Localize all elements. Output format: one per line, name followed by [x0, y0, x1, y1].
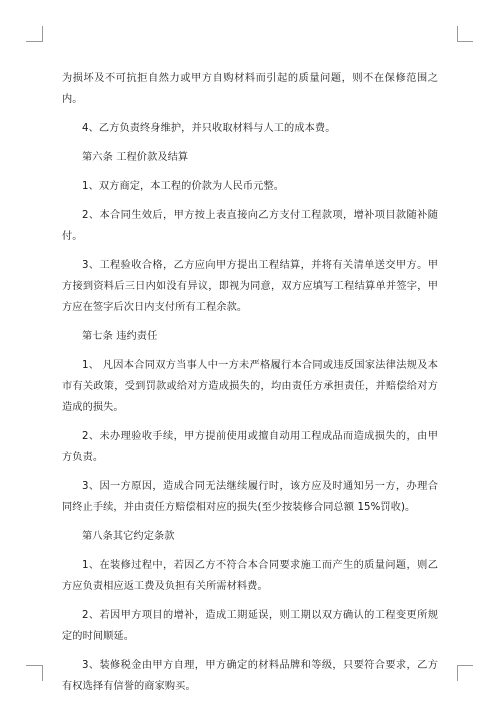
- section-heading-article-7: 第七条 违约责任: [82, 331, 158, 342]
- paragraph-contract-price: 1、双方商定，本工程的价款为人民币元整。: [82, 181, 285, 192]
- crop-mark-top-right-vertical: [457, 26, 458, 42]
- paragraph-termination: 3、因一方原因，造成合同无法继续履行时，该方应及时通知另一方，办理合同终止手续，并由责任方赔偿相对应的损失(至少按装修合同总额 15%罚收)。: [62, 481, 438, 513]
- section-heading-article-8: 第八条其它约定条款: [82, 531, 175, 542]
- document-body: [62, 68, 438, 697]
- crop-mark-bottom-right-vertical: [457, 665, 458, 681]
- paragraph-quality-rework: 1、在装修过程中，若因乙方不符合本合同要求施工而产生的质量问题，则乙方应负责相应返工费及负担有关所需材料费。: [62, 560, 438, 592]
- crop-mark-top-right-horizontal: [457, 41, 473, 42]
- crop-mark-top-left-vertical: [42, 26, 43, 42]
- paragraph-warranty-exclusion: 为损坏及不可抗拒自然力或甲方自购材料而引起的质量问题，则不在保修范围之内。: [62, 73, 438, 105]
- crop-mark-bottom-left-horizontal: [26, 665, 42, 666]
- paragraph-breach-liability: 1、 凡因本合同双方当事人中一方未严格履行本合同或违反国家法律法规及本市有关政策，受到罚款或给对方造成损失的，均由责任方承担责任，并赔偿给对方造成的损失。: [62, 360, 438, 413]
- paragraph-early-use: 2、未办理验收手续，甲方提前使用或擅自动用工程成品而造成损失的，由甲方负责。: [62, 431, 438, 463]
- section-heading-article-6: 第六条 工程价款及结算: [82, 152, 189, 163]
- paragraph-taxes-materials: 3、装修税金由甲方自理，甲方确定的材料品牌和等级，只要符合要求，乙方有权选择有信誉的商家购买。: [62, 660, 438, 692]
- paragraph-schedule-extension: 2、若因甲方项目的增补，造成工期延误，则工期以双方确认的工程变更所规定的时间顺延。: [62, 610, 438, 642]
- crop-mark-bottom-right-horizontal: [457, 665, 473, 666]
- crop-mark-bottom-left-vertical: [42, 665, 43, 681]
- paragraph-settlement: 3、工程验收合格，乙方应向甲方提出工程结算，并将有关清单送交甲方。甲方接到资料后三日内如没有异议，即视为同意，双方应填写工程结算单并签字，甲方应在签字后次日内支付所有工程余款。: [62, 260, 438, 313]
- paragraph-lifetime-maintenance: 4、乙方负责终身维护，并只收取材料与人工的成本费。: [82, 123, 336, 134]
- paragraph-payment: 2、本合同生效后，甲方按上表直接向乙方支付工程款项，增补项目款随补随付。: [62, 210, 438, 242]
- crop-mark-top-left-horizontal: [26, 41, 42, 42]
